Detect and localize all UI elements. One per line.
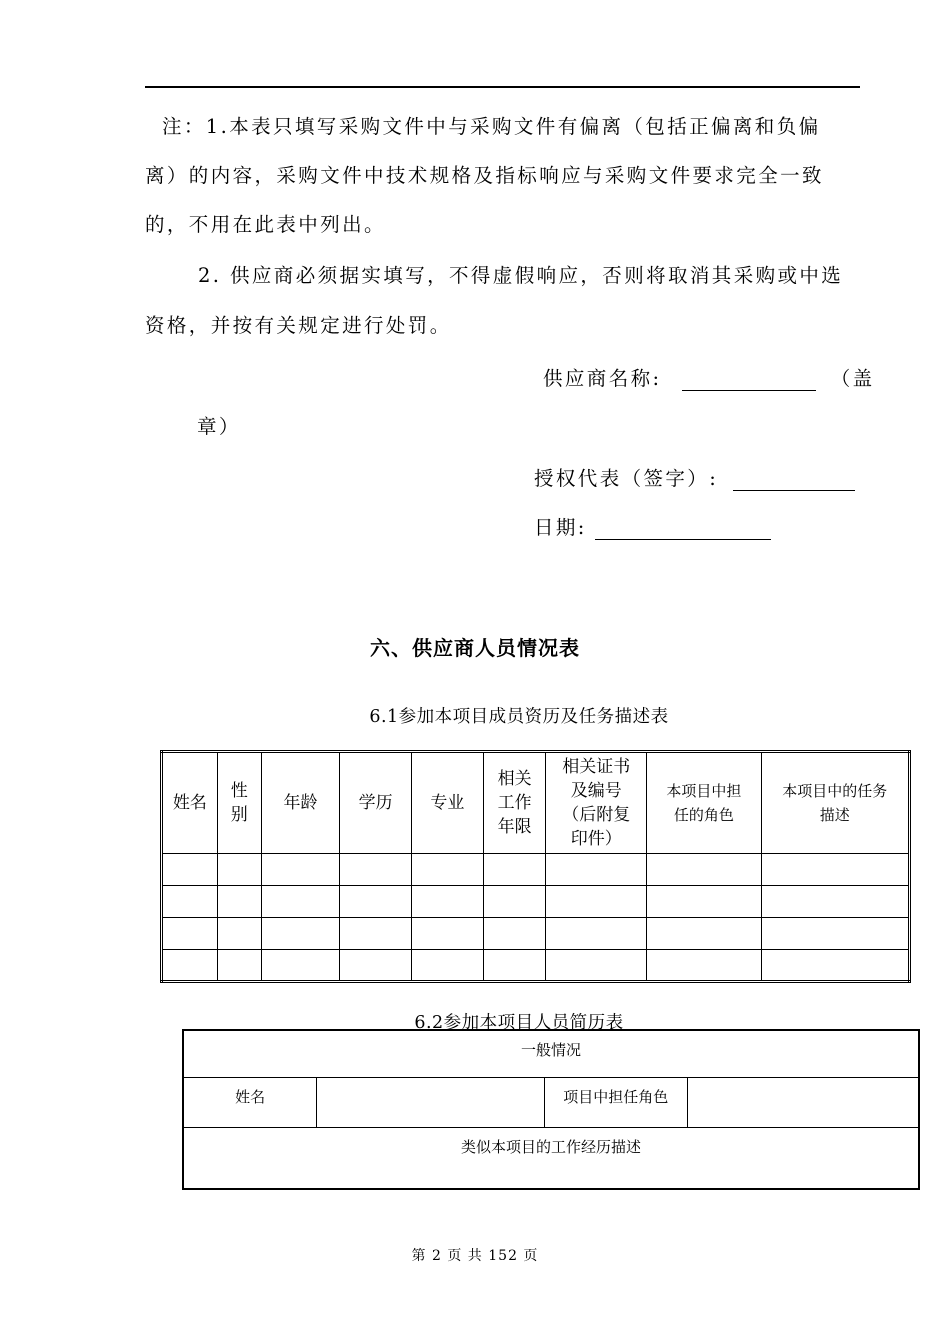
rep-row — [534, 463, 855, 491]
table-cell[interactable] — [761, 950, 909, 982]
role-value-cell[interactable] — [688, 1077, 919, 1127]
table-cell[interactable] — [546, 918, 647, 950]
table-cell[interactable] — [261, 950, 340, 982]
header-work-years: 相关 工作 年限 — [483, 752, 546, 854]
table-cell[interactable] — [217, 950, 261, 982]
member-qualification-table — [160, 750, 911, 983]
rep-label: 授权代表（签字）: — [534, 467, 719, 490]
table-cell[interactable] — [340, 950, 412, 982]
table-cell[interactable] — [761, 854, 909, 886]
table-cell[interactable] — [412, 886, 484, 918]
table-row — [162, 918, 910, 950]
note-line-5: 资格，并按有关规定进行处罚。 — [145, 314, 452, 337]
table-cell[interactable] — [217, 918, 261, 950]
date-blank[interactable] — [595, 519, 771, 540]
table-cell[interactable] — [412, 918, 484, 950]
table-cell[interactable] — [483, 886, 546, 918]
personnel-resume-table — [182, 1029, 920, 1190]
table-cell[interactable] — [761, 886, 909, 918]
supplier-name-label: 供应商名称: — [543, 367, 662, 390]
table-cell[interactable] — [647, 918, 761, 950]
supplier-name-row — [543, 363, 875, 391]
table-cell[interactable] — [261, 886, 340, 918]
experience-description-cell[interactable]: 类似本项目的工作经历描述 — [183, 1127, 919, 1189]
section-title: 六、供应商人员情况表 — [370, 636, 580, 660]
top-rule — [145, 86, 860, 88]
header-major: 专业 — [412, 752, 484, 854]
table-cell[interactable] — [546, 950, 647, 982]
role-label: 项目中担任角色 — [544, 1077, 688, 1127]
header-certificates: 相关证书 及编号 （后附复 印件） — [546, 752, 647, 854]
table-cell[interactable] — [162, 950, 218, 982]
table-cell[interactable] — [412, 854, 484, 886]
table-cell[interactable] — [217, 854, 261, 886]
table-cell[interactable] — [483, 918, 546, 950]
table-cell[interactable] — [483, 950, 546, 982]
table-cell[interactable] — [546, 886, 647, 918]
table1-caption: 6.1参加本项目成员资历及任务描述表 — [369, 707, 669, 727]
date-label: 日期: — [534, 516, 587, 539]
table-cell[interactable] — [340, 918, 412, 950]
table-cell[interactable] — [340, 886, 412, 918]
header-role: 本项目中担 任的角色 — [647, 752, 761, 854]
page-footer: 第 2 页 共 152 页 — [411, 1248, 539, 1264]
table-cell[interactable] — [761, 918, 909, 950]
note-line-1: 注：1.本表只填写采购文件中与采购文件有偏离（包括正偏离和负偏 — [162, 115, 821, 138]
note-line-2: 离）的内容，采购文件中技术规格及指标响应与采购文件要求完全一致 — [145, 164, 824, 187]
table-row — [162, 854, 910, 886]
table-cell[interactable] — [217, 886, 261, 918]
header-name: 姓名 — [162, 752, 218, 854]
table-cell[interactable] — [483, 854, 546, 886]
header-age: 年龄 — [261, 752, 340, 854]
general-info-header: 一般情况 — [183, 1030, 919, 1077]
table-cell[interactable] — [546, 854, 647, 886]
table-row — [162, 886, 910, 918]
table-cell[interactable] — [261, 854, 340, 886]
date-row — [534, 512, 771, 540]
table-cell[interactable] — [412, 950, 484, 982]
stamp-close: 章） — [197, 415, 241, 438]
supplier-name-blank[interactable] — [682, 370, 816, 391]
name-value-cell[interactable] — [317, 1077, 544, 1127]
stamp-open: （盖 — [830, 367, 875, 390]
rep-signature-blank[interactable] — [733, 470, 855, 491]
table-cell[interactable] — [647, 854, 761, 886]
table-cell[interactable] — [162, 854, 218, 886]
table-cell[interactable] — [340, 854, 412, 886]
header-task: 本项目中的任务 描述 — [761, 752, 909, 854]
header-education: 学历 — [340, 752, 412, 854]
note-line-3: 的，不用在此表中列出。 — [145, 213, 386, 236]
note-line-4: 2. 供应商必须据实填写，不得虚假响应，否则将取消其采购或中选 — [198, 264, 844, 287]
table-cell[interactable] — [162, 886, 218, 918]
table-cell[interactable] — [647, 950, 761, 982]
table-cell[interactable] — [261, 918, 340, 950]
table-cell[interactable] — [162, 918, 218, 950]
table-cell[interactable] — [647, 886, 761, 918]
table-row — [162, 950, 910, 982]
table2-caption: 6.2参加本项目人员简历表 — [414, 1013, 624, 1033]
name-label: 姓名 — [183, 1077, 317, 1127]
header-gender: 性 别 — [217, 752, 261, 854]
